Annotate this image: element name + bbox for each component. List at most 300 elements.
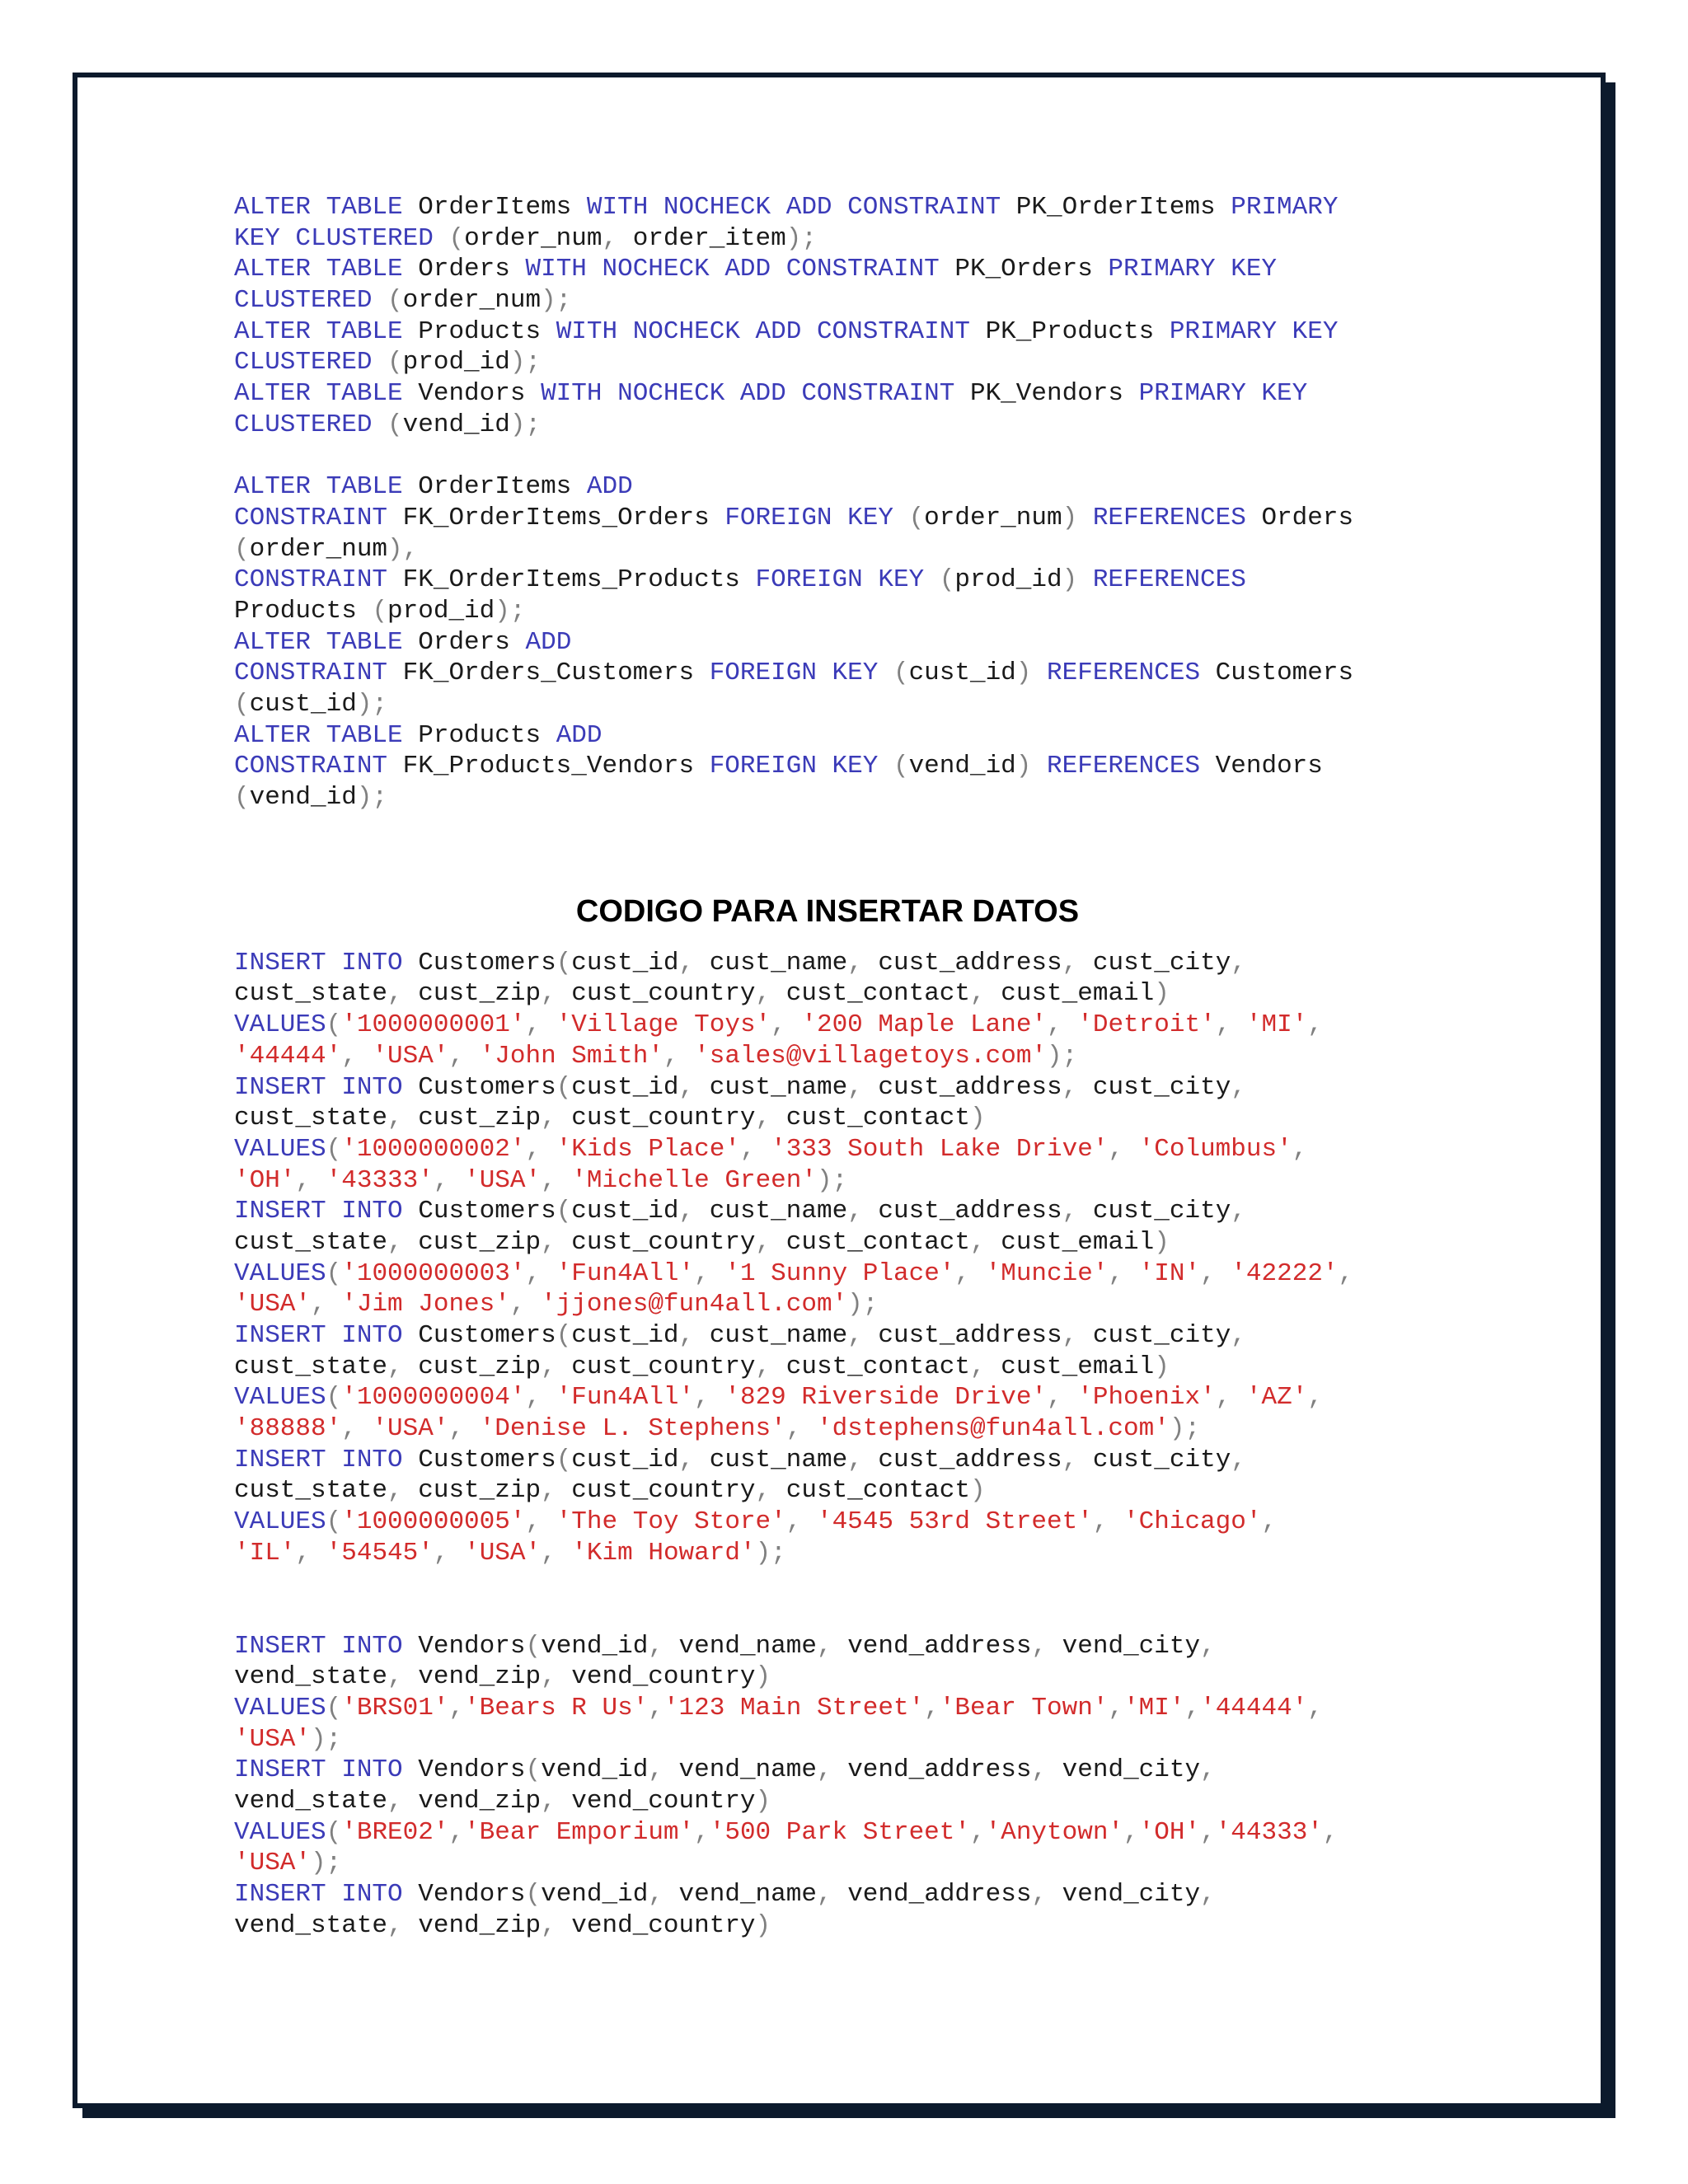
code-line — [234, 1289, 1470, 1320]
sql-punctuation: , — [1047, 1010, 1078, 1040]
sql-string: 'IN' — [1138, 1258, 1201, 1288]
sql-punctuation: , — [678, 1072, 710, 1102]
code-line — [234, 1320, 1470, 1352]
sql-keyword: WITH NOCHECK ADD CONSTRAINT — [556, 316, 986, 346]
sql-keyword: ADD — [586, 472, 633, 502]
sql-identifier: vend_country — [571, 1662, 756, 1692]
sql-identifier: cust_name — [709, 1445, 848, 1474]
sql-string: 'Anytown' — [985, 1817, 1124, 1847]
sql-identifier: vend_address — [847, 1755, 1032, 1785]
sql-punctuation: , — [387, 1104, 419, 1133]
sql-punctuation: ( — [326, 1507, 342, 1537]
sql-keyword: VALUES — [234, 1693, 326, 1722]
sql-punctuation: ( — [525, 1755, 542, 1785]
sql-punctuation: ); — [1169, 1414, 1201, 1444]
code-line — [234, 534, 1470, 565]
code-line — [234, 596, 1470, 627]
code-line — [234, 192, 1470, 223]
sql-string: 'USA' — [234, 1849, 312, 1878]
insert-customers-code-block — [234, 948, 1470, 1569]
sql-keyword: FOREIGN KEY — [724, 503, 909, 532]
spacer — [234, 813, 1470, 890]
sql-string: '1000000005' — [341, 1507, 526, 1537]
sql-punctuation: , — [970, 1817, 986, 1847]
sql-punctuation: , — [1123, 1817, 1139, 1847]
sql-identifier: Vendors — [418, 1755, 526, 1785]
sql-punctuation: , — [433, 1165, 465, 1195]
sql-punctuation: , — [1231, 1445, 1246, 1474]
sql-punctuation: , — [387, 1662, 419, 1692]
sql-identifier: vend_address — [847, 1631, 1032, 1661]
sql-punctuation: , — [433, 1538, 465, 1568]
code-line — [234, 503, 1470, 534]
sql-identifier: order_num — [464, 223, 603, 253]
sql-keyword: FOREIGN KEY — [709, 658, 893, 688]
insert-vendors-code-block — [234, 1631, 1470, 1942]
sql-punctuation: ); — [1047, 1041, 1078, 1071]
sql-identifier: vend_id — [541, 1631, 649, 1661]
sql-identifier: Customers — [418, 948, 556, 977]
sql-keyword: PRIMARY KEY — [1138, 379, 1308, 409]
sql-identifier: cust_city — [1092, 1445, 1231, 1474]
sql-punctuation: , — [970, 1227, 1001, 1257]
sql-string: 'Bears R Us' — [464, 1693, 649, 1722]
sql-keyword: PRIMARY KEY — [1169, 316, 1339, 346]
sql-identifier: vend_zip — [418, 1662, 542, 1692]
code-line — [234, 689, 1470, 720]
code-line — [234, 1352, 1470, 1383]
sql-punctuation: ) — [1015, 658, 1048, 688]
sql-keyword: ALTER TABLE — [234, 379, 419, 409]
sql-identifier: Vendors — [418, 379, 542, 409]
code-line — [234, 1786, 1470, 1817]
sql-punctuation: , — [1215, 1010, 1246, 1040]
sql-keyword: ADD — [525, 627, 572, 657]
sql-keyword: REFERENCES — [1047, 658, 1216, 688]
sql-punctuation: ( — [234, 783, 250, 813]
sql-string: 'Fun4All' — [556, 1258, 695, 1288]
sql-identifier: vend_country — [571, 1786, 756, 1816]
sql-identifier: vend_name — [678, 1631, 817, 1661]
sql-punctuation: , — [1062, 948, 1093, 977]
sql-keyword: WITH NOCHECK ADD CONSTRAINT — [541, 379, 970, 409]
sql-identifier: cust_contact — [785, 1352, 971, 1381]
sql-punctuation: , — [1200, 1755, 1216, 1785]
sql-identifier: vend_zip — [418, 1910, 542, 1940]
code-line — [234, 316, 1470, 348]
sql-keyword: INSERT INTO — [234, 1755, 419, 1785]
sql-string: '500 Park Street' — [709, 1817, 970, 1847]
sql-string: 'USA' — [372, 1041, 449, 1071]
sql-punctuation: ); — [541, 286, 572, 316]
sql-keyword: ALTER TABLE — [234, 472, 419, 502]
sql-punctuation: , — [1200, 1817, 1216, 1847]
sql-punctuation: , — [1047, 1383, 1078, 1413]
sql-punctuation: , — [847, 1197, 879, 1226]
sql-identifier: vend_name — [678, 1880, 817, 1909]
sql-punctuation: , — [694, 1383, 725, 1413]
sql-punctuation: ( — [908, 503, 925, 532]
sql-punctuation: , — [970, 1352, 1001, 1381]
sql-identifier: cust_zip — [418, 1104, 542, 1133]
sql-punctuation: , — [694, 1817, 710, 1847]
sql-string: 'Denise L. Stephens' — [479, 1414, 786, 1444]
sql-punctuation: ) — [970, 1476, 986, 1506]
code-line — [234, 751, 1470, 782]
code-line — [234, 1413, 1470, 1445]
sql-identifier: Products — [234, 596, 373, 626]
sql-identifier: cust_address — [878, 1321, 1062, 1350]
sql-punctuation: ( — [387, 348, 403, 377]
foreign-key-code-block — [234, 471, 1470, 813]
sql-identifier: cust_country — [571, 1352, 756, 1381]
sql-punctuation: ) — [1062, 503, 1093, 532]
sql-string: 'IL' — [234, 1538, 296, 1568]
sql-punctuation: , — [525, 1507, 556, 1537]
code-line — [234, 1817, 1470, 1849]
sql-string: '54545' — [326, 1538, 434, 1568]
sql-identifier: cust_contact — [785, 1227, 971, 1257]
sql-punctuation: ); — [509, 410, 542, 439]
sql-keyword: INSERT INTO — [234, 1445, 419, 1474]
sql-punctuation: , — [541, 1165, 572, 1195]
sql-identifier: PK_Products — [985, 316, 1170, 346]
sql-punctuation: ( — [372, 596, 388, 626]
sql-punctuation: , — [1184, 1693, 1201, 1722]
sql-identifier: cust_address — [878, 1072, 1062, 1102]
spacer — [234, 441, 1470, 472]
sql-punctuation: ) — [1154, 1352, 1170, 1381]
sql-identifier: order_num — [402, 286, 542, 316]
sql-punctuation: ); — [495, 596, 526, 626]
sql-identifier: FK_OrderItems_Products — [402, 565, 756, 595]
sql-punctuation: ); — [311, 1849, 342, 1878]
sql-identifier: cust_name — [709, 1321, 848, 1350]
sql-string: 'USA' — [234, 1290, 312, 1319]
sql-identifier: Customers — [418, 1321, 556, 1350]
sql-punctuation: ); — [847, 1290, 879, 1319]
sql-identifier: Orders — [418, 255, 526, 284]
sql-identifier: Orders — [418, 627, 526, 657]
sql-string: '333 South Lake Drive' — [771, 1134, 1109, 1164]
sql-punctuation: ( — [326, 1383, 342, 1413]
code-line — [234, 1507, 1470, 1538]
sql-punctuation: ); — [755, 1538, 786, 1568]
sql-identifier: cust_city — [1092, 1197, 1231, 1226]
sql-identifier: vend_id — [402, 410, 510, 439]
code-line — [234, 1755, 1470, 1786]
sql-identifier: vend_state — [234, 1786, 388, 1816]
sql-punctuation: , — [785, 1507, 817, 1537]
sql-string: 'BRE02' — [341, 1817, 449, 1847]
sql-string: 'Bear Emporium' — [464, 1817, 695, 1847]
sql-string: 'OH' — [1138, 1817, 1201, 1847]
sql-string: '1000000002' — [341, 1134, 526, 1164]
code-line — [234, 1445, 1470, 1476]
sql-punctuation: , — [541, 1910, 572, 1940]
sql-keyword: FOREIGN KEY — [709, 752, 893, 781]
sql-identifier: cust_id — [571, 1197, 679, 1226]
sql-keyword: PRIMARY — [1231, 193, 1339, 222]
sql-string: '123 Main Street' — [663, 1693, 925, 1722]
sql-punctuation: , — [771, 1010, 802, 1040]
sql-identifier: OrderItems — [418, 472, 587, 502]
sql-identifier: cust_state — [234, 1227, 388, 1257]
sql-punctuation: ) — [1154, 979, 1170, 1009]
sql-identifier: cust_country — [571, 1227, 756, 1257]
sql-punctuation: , — [755, 1227, 786, 1257]
sql-keyword: INSERT INTO — [234, 1072, 419, 1102]
sql-punctuation: , — [509, 1290, 542, 1319]
code-line — [234, 1041, 1470, 1072]
sql-string: 'BRS01' — [341, 1693, 449, 1722]
sql-punctuation: , — [755, 1476, 786, 1506]
sql-punctuation: ); — [356, 783, 388, 813]
sql-keyword: ADD — [556, 720, 603, 750]
sql-keyword: INSERT INTO — [234, 1197, 419, 1226]
code-line — [234, 410, 1470, 441]
sql-punctuation: ( — [326, 1010, 342, 1040]
sql-keyword: INSERT INTO — [234, 1880, 419, 1909]
sql-punctuation: , — [1062, 1445, 1093, 1474]
sql-punctuation: , — [541, 1476, 572, 1506]
sql-punctuation: , — [1307, 1693, 1323, 1722]
code-line — [234, 1134, 1470, 1165]
sql-identifier: cust_city — [1092, 1321, 1231, 1350]
sql-identifier: vend_address — [847, 1880, 1032, 1909]
sql-punctuation: , — [1031, 1755, 1062, 1785]
sql-punctuation: ); — [785, 223, 817, 253]
sql-string: '1000000004' — [341, 1383, 526, 1413]
sql-keyword: KEY CLUSTERED — [234, 223, 449, 253]
sql-punctuation: , — [448, 1041, 480, 1071]
sql-punctuation: , — [448, 1693, 465, 1722]
sql-punctuation: , — [648, 1755, 679, 1785]
sql-identifier: Vendors — [418, 1631, 526, 1661]
code-line — [234, 1475, 1470, 1507]
sql-keyword: CONSTRAINT — [234, 503, 403, 532]
code-line — [234, 720, 1470, 752]
sql-punctuation: ( — [939, 565, 955, 595]
sql-keyword: CONSTRAINT — [234, 658, 403, 688]
sql-keyword: CLUSTERED — [234, 410, 388, 439]
code-line — [234, 1103, 1470, 1134]
code-line — [234, 347, 1470, 378]
sql-punctuation: , — [816, 1631, 848, 1661]
sql-punctuation: , — [525, 1258, 556, 1288]
sql-identifier: Products — [418, 720, 556, 750]
sql-identifier: vend_id — [908, 752, 1016, 781]
code-line — [234, 627, 1470, 658]
sql-punctuation: ( — [556, 1072, 572, 1102]
sql-identifier: cust_address — [878, 948, 1062, 977]
sql-punctuation: ), — [387, 534, 419, 564]
code-line — [234, 223, 1470, 255]
sql-string: '44333' — [1215, 1817, 1323, 1847]
sql-punctuation: , — [954, 1258, 986, 1288]
sql-punctuation: ( — [387, 286, 403, 316]
page-content — [234, 192, 1470, 1941]
sql-string: 'John Smith' — [479, 1041, 663, 1071]
code-line — [234, 658, 1470, 689]
sql-identifier: cust_id — [249, 690, 357, 719]
sql-string: 'Fun4All' — [556, 1383, 695, 1413]
sql-punctuation: ( — [326, 1258, 342, 1288]
sql-keyword: VALUES — [234, 1134, 326, 1164]
sql-identifier: PK_OrderItems — [1015, 193, 1231, 222]
code-line — [234, 1227, 1470, 1258]
sql-identifier: cust_country — [571, 1476, 756, 1506]
sql-punctuation: ( — [234, 534, 250, 564]
sql-keyword: ALTER TABLE — [234, 255, 419, 284]
sql-string: '1 Sunny Place' — [724, 1258, 955, 1288]
sql-keyword: WITH NOCHECK ADD CONSTRAINT — [586, 193, 1016, 222]
sql-punctuation: ( — [556, 1445, 572, 1474]
sql-punctuation: ( — [525, 1631, 542, 1661]
sql-keyword: REFERENCES — [1092, 503, 1262, 532]
sql-identifier: cust_contact — [785, 979, 971, 1009]
sql-identifier: order_item — [632, 223, 786, 253]
sql-punctuation: , — [387, 1352, 419, 1381]
sql-punctuation: , — [1215, 1383, 1246, 1413]
sql-punctuation: , — [341, 1414, 373, 1444]
sql-punctuation: , — [648, 1880, 679, 1909]
sql-punctuation: , — [448, 1414, 480, 1444]
sql-punctuation: , — [1062, 1321, 1093, 1350]
sql-punctuation: , — [678, 1197, 710, 1226]
sql-identifier: cust_email — [1001, 1227, 1155, 1257]
sql-keyword: CLUSTERED — [234, 286, 388, 316]
code-line — [234, 471, 1470, 503]
code-line — [234, 782, 1470, 813]
code-line — [234, 1010, 1470, 1041]
sql-punctuation: , — [311, 1290, 342, 1319]
sql-punctuation: , — [663, 1041, 695, 1071]
sql-keyword: PRIMARY KEY — [1108, 255, 1278, 284]
sql-identifier: vend_zip — [418, 1786, 542, 1816]
sql-punctuation: , — [739, 1134, 771, 1164]
sql-punctuation: , — [1062, 1072, 1093, 1102]
sql-identifier: cust_country — [571, 979, 756, 1009]
sql-punctuation: , — [1108, 1258, 1139, 1288]
sql-keyword: VALUES — [234, 1383, 326, 1413]
sql-keyword: INSERT INTO — [234, 1321, 419, 1350]
sql-punctuation: , — [1307, 1383, 1323, 1413]
sql-string: 'Jim Jones' — [341, 1290, 510, 1319]
sql-punctuation: , — [847, 948, 879, 977]
sql-identifier: cust_zip — [418, 979, 542, 1009]
sql-identifier: cust_id — [908, 658, 1016, 688]
sql-punctuation: ); — [816, 1165, 848, 1195]
sql-punctuation: , — [387, 1910, 419, 1940]
sql-punctuation: ) — [755, 1910, 771, 1940]
sql-punctuation: , — [678, 948, 710, 977]
sql-punctuation: ); — [356, 690, 388, 719]
sql-identifier: Vendors — [1215, 752, 1323, 781]
sql-string: 'USA' — [464, 1165, 542, 1195]
sql-identifier: OrderItems — [418, 193, 587, 222]
sql-punctuation: ) — [970, 1104, 986, 1133]
sql-identifier: PK_Vendors — [969, 379, 1139, 409]
sql-punctuation: , — [295, 1538, 326, 1568]
sql-punctuation: , — [541, 1538, 572, 1568]
sql-punctuation: , — [1062, 1197, 1093, 1226]
sql-punctuation: ) — [1062, 565, 1093, 595]
sql-punctuation: ); — [509, 348, 542, 377]
sql-identifier: vend_city — [1062, 1631, 1201, 1661]
sql-string: '1000000003' — [341, 1258, 526, 1288]
sql-punctuation: , — [970, 979, 1001, 1009]
sql-identifier: prod_id — [402, 348, 510, 377]
code-line — [234, 1382, 1470, 1413]
sql-string: 'Phoenix' — [1077, 1383, 1216, 1413]
sql-keyword: CONSTRAINT — [234, 752, 403, 781]
sql-punctuation: , — [541, 1352, 572, 1381]
sql-identifier: cust_state — [234, 979, 388, 1009]
sql-punctuation: ( — [234, 690, 250, 719]
sql-punctuation: , — [1108, 1134, 1139, 1164]
sql-identifier: PK_Orders — [954, 255, 1109, 284]
sql-punctuation: , — [1200, 1880, 1216, 1909]
sql-punctuation: , — [648, 1631, 679, 1661]
sql-punctuation: , — [541, 1227, 572, 1257]
sql-string: '42222' — [1231, 1258, 1339, 1288]
sql-string: '44444' — [234, 1041, 342, 1071]
sql-string: '200 Maple Lane' — [801, 1010, 1048, 1040]
sql-punctuation: , — [847, 1445, 879, 1474]
code-line — [234, 1072, 1470, 1104]
sql-punctuation: , — [602, 223, 633, 253]
sql-punctuation: , — [1231, 1197, 1246, 1226]
sql-identifier: cust_country — [571, 1104, 756, 1133]
sql-string: 'Muncie' — [985, 1258, 1109, 1288]
sql-identifier: Orders — [1261, 503, 1354, 532]
code-line — [234, 1165, 1470, 1197]
sql-punctuation: , — [387, 1786, 419, 1816]
sql-identifier: cust_name — [709, 1072, 848, 1102]
sql-string: 'USA' — [372, 1414, 449, 1444]
sql-keyword: REFERENCES — [1092, 565, 1246, 595]
spacer — [234, 933, 1470, 948]
sql-identifier: vend_id — [541, 1880, 649, 1909]
sql-punctuation: ( — [326, 1693, 342, 1722]
sql-identifier: Products — [418, 316, 556, 346]
sql-punctuation: , — [1292, 1134, 1308, 1164]
sql-punctuation: ( — [387, 410, 403, 439]
code-line — [234, 1661, 1470, 1693]
sql-string: 'USA' — [464, 1538, 542, 1568]
sql-punctuation: , — [295, 1165, 326, 1195]
sql-punctuation: , — [1108, 1693, 1124, 1722]
sql-string: 'Kim Howard' — [571, 1538, 756, 1568]
sql-identifier: Vendors — [418, 1880, 526, 1909]
sql-identifier: cust_zip — [418, 1227, 542, 1257]
sql-identifier: FK_OrderItems_Orders — [402, 503, 725, 532]
sql-string: 'The Toy Store' — [556, 1507, 786, 1537]
code-line — [234, 1910, 1470, 1942]
sql-identifier: vend_country — [571, 1910, 756, 1940]
sql-punctuation: , — [816, 1880, 848, 1909]
sql-punctuation: ( — [525, 1880, 542, 1909]
code-line — [234, 378, 1470, 410]
sql-punctuation: , — [1031, 1631, 1062, 1661]
sql-keyword: WITH NOCHECK ADD CONSTRAINT — [525, 255, 955, 284]
sql-punctuation: , — [755, 1352, 786, 1381]
sql-punctuation: , — [1231, 1072, 1246, 1102]
sql-string: '43333' — [326, 1165, 434, 1195]
sql-string: 'MI' — [1123, 1693, 1185, 1722]
code-line — [234, 254, 1470, 285]
